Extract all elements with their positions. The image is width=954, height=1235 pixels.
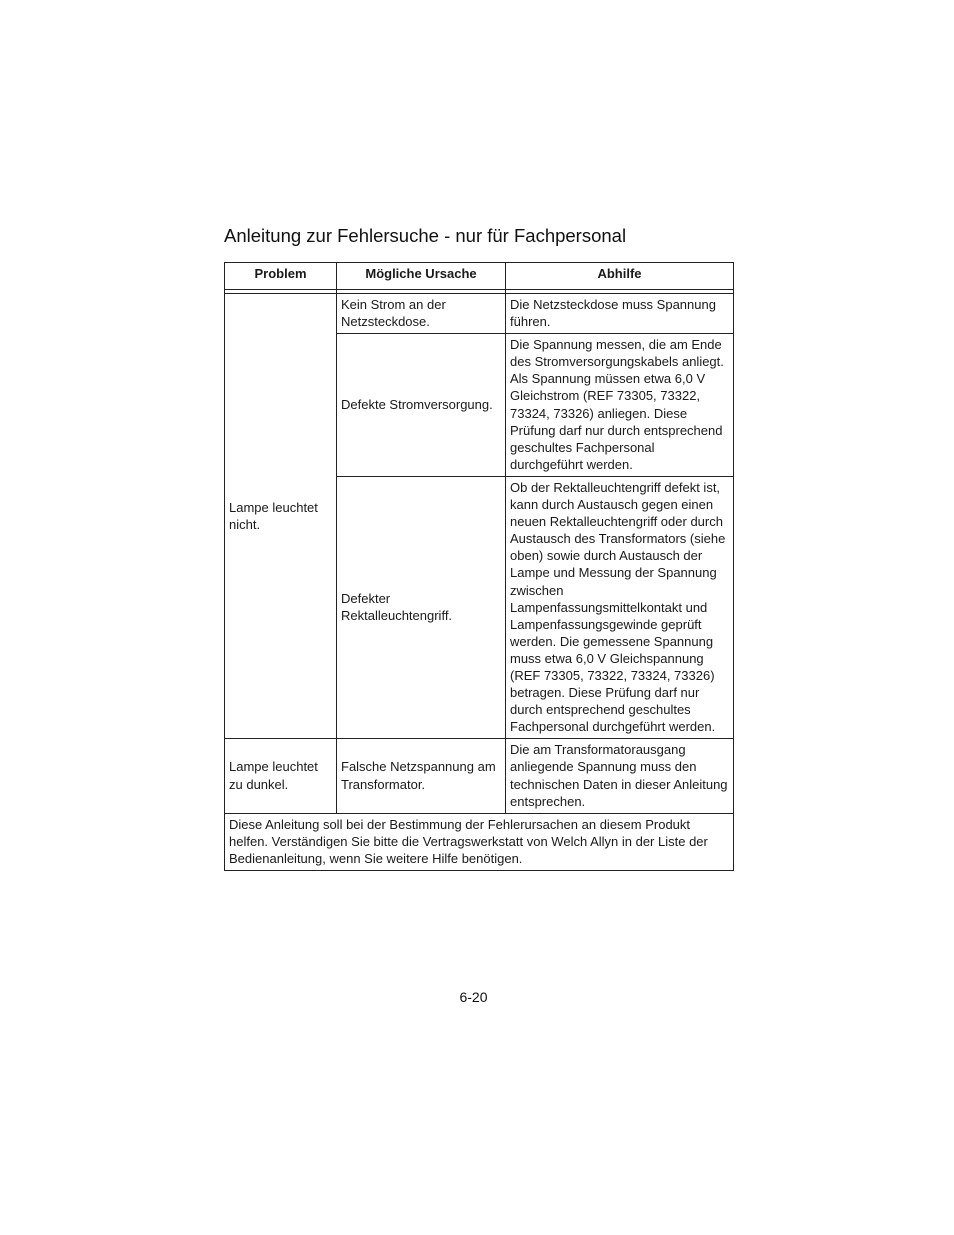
table-header-row — [225, 263, 734, 290]
cause-cell: Kein Strom an der Netzsteckdose. — [337, 294, 506, 334]
problem-cell: Lampe leuchtet zu dunkel. — [225, 739, 337, 813]
footer-note: Diese Anleitung soll bei der Bestimmung der Fehlerursachen an diesem Produkt helfen. Verständigen Sie bitte die Vertragswerkstatt von Welch Allyn in der Liste der Bedienanleitung, wenn Sie weitere Hilfe benötigen. — [225, 813, 734, 870]
cause-cell: Falsche Netzspannung am Transformator. — [337, 739, 506, 813]
table-row — [225, 294, 734, 334]
troubleshooting-table — [224, 262, 734, 871]
header-cause: Mögliche Ursache — [337, 263, 506, 290]
cause-cell: Defekte Stromversorgung. — [337, 334, 506, 477]
page-title: Anleitung zur Fehlersuche - nur für Fachpersonal — [224, 225, 627, 246]
table-row — [225, 739, 734, 813]
remedy-cell: Ob der Rektalleuchtengriff defekt ist, kann durch Austausch gegen einen neuen Rektalleuchtengriff oder durch Austausch des Transformators (siehe oben) sowie durch Austausch der Lampe und Messung der Spannung zwischen Lampenfassungsmittelkontakt und Lampenfassungsgewinde geprüft werden. Die gemessene Spannung muss etwa 6,0 V Gleichspannung (REF 73305, 73322, 73324, 73326) betragen. Diese Prüfung darf nur durch entsprechend geschultes Fachpersonal durchgeführt werden. — [506, 476, 734, 738]
cause-cell: Defekter Rektalleuchtengriff. — [337, 476, 506, 738]
problem-cell: Lampe leuchtet nicht. — [225, 294, 337, 739]
remedy-cell: Die am Transformatorausgang anliegende Spannung muss den technischen Daten in dieser Anleitung entsprechen. — [506, 739, 734, 813]
header-remedy: Abhilfe — [506, 263, 734, 290]
page-number: 6-20 — [459, 989, 488, 1005]
remedy-cell: Die Netzsteckdose muss Spannung führen. — [506, 294, 734, 334]
remedy-cell: Die Spannung messen, die am Ende des Stromversorgungskabels anliegt. Als Spannung müssen etwa 6,0 V Gleichstrom (REF 73305, 73322, 73324, 73326) anliegen. Diese Prüfung darf nur durch entsprechend geschultes Fachpersonal durchgeführt werden. — [506, 334, 734, 477]
header-problem: Problem — [225, 263, 337, 290]
footer-note-row — [225, 813, 734, 870]
